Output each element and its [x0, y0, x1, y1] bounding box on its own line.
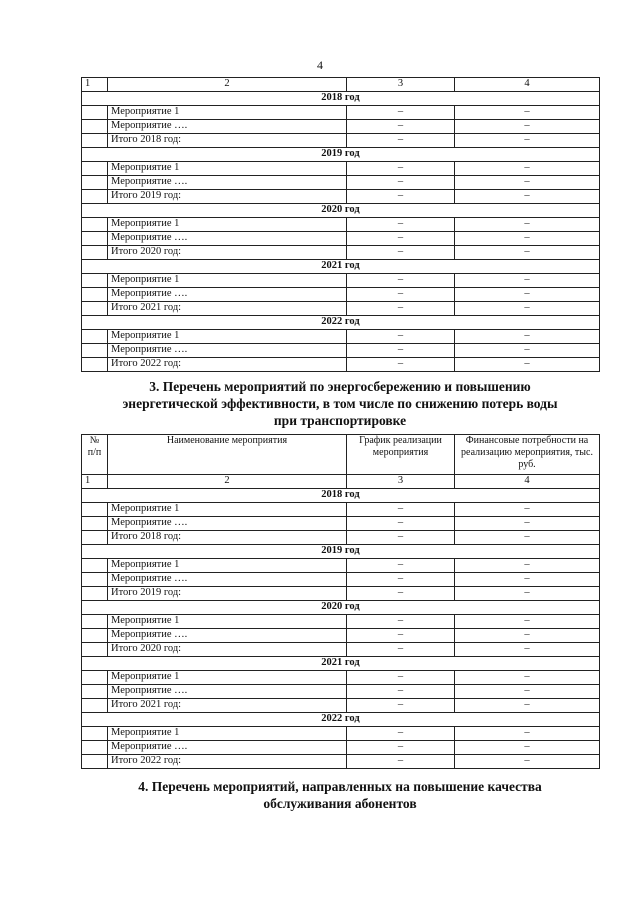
table-row: [82, 120, 600, 134]
table-row: [82, 232, 600, 246]
schedule-value: –: [347, 671, 455, 685]
row-number: [82, 246, 108, 260]
measure-name: Мероприятие ….: [108, 176, 347, 190]
header-row: [82, 435, 600, 475]
row-number: [82, 120, 108, 134]
finance-value: –: [455, 531, 600, 545]
finance-value: –: [455, 643, 600, 657]
finance-value: –: [455, 587, 600, 601]
measure-name: Мероприятие 1: [108, 106, 347, 120]
schedule-value: –: [347, 517, 455, 531]
schedule-value: –: [347, 232, 455, 246]
measure-name: Мероприятие 1: [108, 162, 347, 176]
table-row: [82, 288, 600, 302]
table-row: [82, 106, 600, 120]
table-row: [82, 573, 600, 587]
row-number: [82, 302, 108, 316]
row-number: [82, 517, 108, 531]
measure-name: Итого 2021 год:: [108, 302, 347, 316]
row-number: [82, 106, 108, 120]
row-number: [82, 573, 108, 587]
table-row: [82, 218, 600, 232]
row-number: [82, 699, 108, 713]
schedule-value: –: [347, 629, 455, 643]
finance-value: –: [455, 755, 600, 769]
finance-value: –: [455, 503, 600, 517]
finance-value: –: [455, 190, 600, 204]
table-row: [82, 503, 600, 517]
finance-value: –: [455, 302, 600, 316]
header-finance: Финансовые потребности на реализацию мероприятия, тыс. руб.: [455, 435, 600, 475]
year-row: [82, 260, 600, 274]
measure-name: Мероприятие ….: [108, 629, 347, 643]
year-label: 2020 год: [82, 601, 600, 615]
finance-value: –: [455, 517, 600, 531]
row-number: [82, 587, 108, 601]
finance-value: –: [455, 727, 600, 741]
finance-value: –: [455, 162, 600, 176]
finance-value: –: [455, 615, 600, 629]
measure-name: Мероприятие 1: [108, 671, 347, 685]
schedule-value: –: [347, 218, 455, 232]
schedule-value: –: [347, 741, 455, 755]
finance-value: –: [455, 358, 600, 372]
schedule-value: –: [347, 587, 455, 601]
year-label: 2020 год: [82, 204, 600, 218]
row-number: [82, 615, 108, 629]
schedule-value: –: [347, 615, 455, 629]
finance-value: –: [455, 246, 600, 260]
schedule-value: –: [347, 699, 455, 713]
finance-value: –: [455, 288, 600, 302]
table-row: [82, 344, 600, 358]
schedule-value: –: [347, 106, 455, 120]
measure-name: Мероприятие 1: [108, 274, 347, 288]
schedule-value: –: [347, 643, 455, 657]
schedule-value: –: [347, 727, 455, 741]
year-label: 2021 год: [82, 657, 600, 671]
measure-name: Мероприятие 1: [108, 727, 347, 741]
schedule-value: –: [347, 288, 455, 302]
section-4-title-line-2: обслуживания абонентов: [263, 796, 417, 811]
measure-name: Итого 2019 год:: [108, 587, 347, 601]
schedule-value: –: [347, 274, 455, 288]
column-number-row: [82, 475, 600, 489]
row-number: [82, 344, 108, 358]
year-label: 2019 год: [82, 545, 600, 559]
finance-value: –: [455, 120, 600, 134]
year-row: [82, 713, 600, 727]
schedule-value: –: [347, 531, 455, 545]
schedule-value: –: [347, 246, 455, 260]
schedule-value: –: [347, 330, 455, 344]
col-number-1: 1: [82, 78, 108, 92]
row-number: [82, 330, 108, 344]
schedule-value: –: [347, 573, 455, 587]
table-row: [82, 274, 600, 288]
measure-name: Мероприятие ….: [108, 517, 347, 531]
col-number-1: 1: [82, 475, 108, 489]
table-row: [82, 302, 600, 316]
table-row: [82, 176, 600, 190]
row-number: [82, 274, 108, 288]
measure-name: Мероприятие 1: [108, 330, 347, 344]
col-number-4: 4: [455, 78, 600, 92]
table-row: [82, 330, 600, 344]
year-label: 2022 год: [82, 713, 600, 727]
row-number: [82, 134, 108, 148]
measure-name: Итого 2021 год:: [108, 699, 347, 713]
year-label: 2019 год: [82, 148, 600, 162]
energy-saving-measures-table: [81, 434, 600, 769]
finance-value: –: [455, 274, 600, 288]
row-number: [82, 755, 108, 769]
section-4-title-line-1: 4. Перечень мероприятий, направленных на повышение качества: [138, 779, 542, 794]
measure-name: Итого 2022 год:: [108, 358, 347, 372]
row-number: [82, 176, 108, 190]
table-row: [82, 134, 600, 148]
finance-value: –: [455, 699, 600, 713]
row-number: [82, 741, 108, 755]
finance-value: –: [455, 134, 600, 148]
table-row: [82, 531, 600, 545]
table-row: [82, 699, 600, 713]
measure-name: Мероприятие ….: [108, 288, 347, 302]
table-row: [82, 671, 600, 685]
row-number: [82, 629, 108, 643]
schedule-value: –: [347, 755, 455, 769]
table-row: [82, 358, 600, 372]
table-row: [82, 246, 600, 260]
row-number: [82, 531, 108, 545]
finance-value: –: [455, 573, 600, 587]
schedule-value: –: [347, 302, 455, 316]
year-label: 2021 год: [82, 260, 600, 274]
row-number: [82, 559, 108, 573]
col-number-2: 2: [108, 78, 347, 92]
schedule-value: –: [347, 344, 455, 358]
year-row: [82, 489, 600, 503]
row-number: [82, 358, 108, 372]
section-3-title: [0, 378, 640, 429]
year-label: 2018 год: [82, 489, 600, 503]
table-row: [82, 755, 600, 769]
finance-value: –: [455, 176, 600, 190]
row-number: [82, 503, 108, 517]
finance-value: –: [455, 344, 600, 358]
row-number: [82, 232, 108, 246]
table-row: [82, 727, 600, 741]
row-number: [82, 671, 108, 685]
year-label: 2022 год: [82, 316, 600, 330]
finance-value: –: [455, 741, 600, 755]
table-row: [82, 190, 600, 204]
year-row: [82, 148, 600, 162]
measures-table-continued: [81, 77, 600, 372]
measure-name: Итого 2018 год:: [108, 134, 347, 148]
measure-name: Мероприятие 1: [108, 615, 347, 629]
measure-name: Мероприятие 1: [108, 218, 347, 232]
measure-name: Итого 2018 год:: [108, 531, 347, 545]
schedule-value: –: [347, 503, 455, 517]
finance-value: –: [455, 330, 600, 344]
row-number: [82, 218, 108, 232]
section-3-title-line-1: 3. Перечень мероприятий по энергосбережению и повышению: [149, 379, 531, 394]
finance-value: –: [455, 232, 600, 246]
measure-name: Итого 2019 год:: [108, 190, 347, 204]
finance-value: –: [455, 629, 600, 643]
schedule-value: –: [347, 176, 455, 190]
measure-name: Итого 2022 год:: [108, 755, 347, 769]
schedule-value: –: [347, 134, 455, 148]
measure-name: Итого 2020 год:: [108, 246, 347, 260]
schedule-value: –: [347, 120, 455, 134]
row-number: [82, 288, 108, 302]
year-row: [82, 601, 600, 615]
schedule-value: –: [347, 190, 455, 204]
table-row: [82, 629, 600, 643]
header-name: Наименование мероприятия: [108, 435, 347, 475]
row-number: [82, 190, 108, 204]
measure-name: Мероприятие ….: [108, 573, 347, 587]
table-row: [82, 587, 600, 601]
table-row: [82, 162, 600, 176]
table-row: [82, 559, 600, 573]
year-label: 2018 год: [82, 92, 600, 106]
measure-name: Мероприятие ….: [108, 120, 347, 134]
col-number-2: 2: [108, 475, 347, 489]
table-row: [82, 685, 600, 699]
measure-name: Мероприятие ….: [108, 685, 347, 699]
col-number-4: 4: [455, 475, 600, 489]
col-number-3: 3: [347, 475, 455, 489]
header-schedule: График реализации мероприятия: [347, 435, 455, 475]
year-row: [82, 316, 600, 330]
section-3-title-line-2: энергетической эффективности, в том числе по снижению потерь воды: [122, 396, 558, 411]
finance-value: –: [455, 559, 600, 573]
measure-name: Мероприятие 1: [108, 503, 347, 517]
section-4-title: [0, 778, 640, 812]
schedule-value: –: [347, 559, 455, 573]
row-number: [82, 727, 108, 741]
header-num: № п/п: [82, 435, 108, 475]
col-number-3: 3: [347, 78, 455, 92]
section-3-title-line-3: при транспортировке: [273, 413, 407, 428]
row-number: [82, 685, 108, 699]
page-number: 4: [317, 58, 323, 72]
column-number-row: [82, 78, 600, 92]
finance-value: –: [455, 218, 600, 232]
table-row: [82, 517, 600, 531]
schedule-value: –: [347, 162, 455, 176]
year-row: [82, 204, 600, 218]
row-number: [82, 643, 108, 657]
measure-name: Итого 2020 год:: [108, 643, 347, 657]
measure-name: Мероприятие ….: [108, 741, 347, 755]
year-row: [82, 92, 600, 106]
schedule-value: –: [347, 358, 455, 372]
year-row: [82, 657, 600, 671]
measure-name: Мероприятие ….: [108, 232, 347, 246]
schedule-value: –: [347, 685, 455, 699]
table-row: [82, 615, 600, 629]
finance-value: –: [455, 106, 600, 120]
row-number: [82, 162, 108, 176]
measure-name: Мероприятие ….: [108, 344, 347, 358]
table-row: [82, 741, 600, 755]
table-row: [82, 643, 600, 657]
year-row: [82, 545, 600, 559]
measure-name: Мероприятие 1: [108, 559, 347, 573]
finance-value: –: [455, 685, 600, 699]
finance-value: –: [455, 671, 600, 685]
